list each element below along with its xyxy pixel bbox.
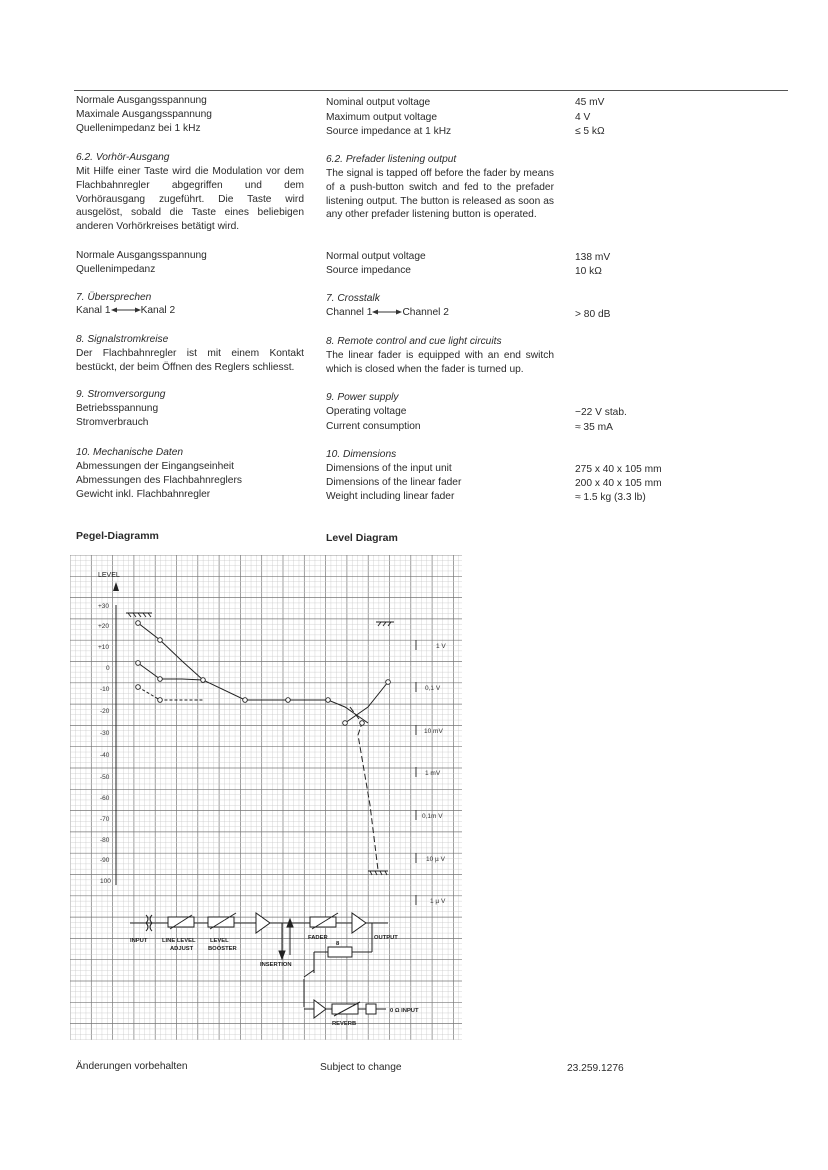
block1-en-1: Nominal output voltage	[326, 97, 431, 108]
block2-de-1: Normale Ausgangsspannung	[76, 250, 207, 261]
level-diagram	[70, 555, 470, 1045]
s9-en-title: 9. Power supply	[326, 392, 399, 403]
label-input0: 0 Ω INPUT	[390, 1008, 419, 1014]
s10-de-1: Abmessungen der Eingangseinheit	[76, 461, 235, 472]
block2-val-1: 138 mV	[575, 252, 611, 263]
block1-val-2: 4 V	[575, 112, 591, 123]
block2-de-2: Quellenimpedanz	[76, 264, 156, 275]
voltage-labels	[416, 640, 446, 905]
curve-point	[136, 621, 141, 626]
footer-en: Subject to change	[320, 1062, 402, 1073]
insertion-out-arrow-icon	[279, 951, 285, 959]
hatch-marks	[126, 613, 394, 875]
s10-en-1: Dimensions of the input unit	[326, 463, 452, 474]
level-tick: +30	[98, 603, 110, 610]
level-tick: -80	[100, 837, 110, 844]
resistor-8	[328, 947, 352, 957]
s62-de-title: 6.2. Vorhör-Ausgang	[76, 152, 170, 163]
label-output: OUTPUT	[374, 935, 398, 941]
label-reverb: REVERB	[332, 1021, 357, 1027]
diagram-title-de: Pegel-Diagramm	[76, 530, 159, 542]
block1-de-1: Normale Ausgangsspannung	[76, 95, 207, 106]
curve-point	[158, 638, 163, 643]
s10-de-3: Gewicht inkl. Flachbahnregler	[76, 489, 211, 500]
s10-val-3: ≈ 1.5 kg (3.3 lb)	[575, 492, 646, 503]
hatch-icon	[378, 622, 391, 626]
label-line-level: LINE LEVEL	[162, 938, 196, 944]
level-tick: -60	[100, 795, 110, 802]
label-adjust: ADJUST	[170, 946, 194, 952]
s10-en-3: Weight including linear fader	[326, 491, 455, 502]
reverb-amp-icon	[314, 1000, 326, 1018]
s62-de-text: Mit Hilfe einer Taste wird die Modulation vor dem Flachbahnregler abgegriffen und dem Vorhörausgang zugeführt. Die Taste wird ausgelöst, sobald die Taste eines beliebigen anderen Vorhörkreises betätigt wird.	[76, 166, 304, 233]
s9-de-1: Betriebsspannung	[76, 403, 159, 414]
voltage-label: 10 µ V	[426, 856, 445, 863]
block1-de-3: Quellenimpedanz bei 1 kHz	[76, 123, 201, 134]
label-insertion: INSERTION	[260, 962, 292, 968]
s8-de-text: Der Flachbahnregler ist mit einem Kontakt bestückt, der beim Öffnen des Reglers schliesst.	[76, 348, 304, 373]
label-booster: BOOSTER	[208, 946, 237, 952]
level-tick: -70	[100, 816, 110, 823]
block1-val-1: 45 mV	[575, 97, 605, 108]
block2-en-1: Normal output voltage	[326, 251, 426, 262]
level-tick: -20	[100, 708, 110, 715]
s7-de-b: Kanal 2	[140, 305, 176, 316]
level-tick: -40	[100, 752, 110, 759]
s10-val-1: 275 x 40 x 105 mm	[575, 464, 662, 475]
reverb-output	[366, 1004, 376, 1014]
axis-label: LEVEL	[98, 572, 120, 579]
s9-val-1: −22 V stab.	[575, 407, 627, 418]
s9-en-1: Operating voltage	[326, 406, 407, 417]
s7-de-line	[76, 304, 175, 318]
level-tick: +20	[98, 623, 110, 630]
level-tick: -10	[100, 686, 110, 693]
voltage-label: 1 µ V	[430, 898, 446, 905]
s10-de-title: 10. Mechanische Daten	[76, 447, 184, 458]
level-tick: 100	[100, 878, 111, 885]
curve-top	[138, 623, 368, 723]
amplifier-2-icon	[352, 913, 366, 933]
curve-point	[158, 677, 163, 682]
curve-point	[136, 661, 141, 666]
s9-val-2: ≈ 35 mA	[575, 422, 613, 433]
footer-de: Änderungen vorbehalten	[76, 1061, 188, 1072]
s7-de-a: Kanal 1	[76, 305, 111, 316]
s7-val: > 80 dB	[575, 309, 611, 320]
s10-de-2: Abmessungen des Flachbahnreglers	[76, 475, 242, 486]
s7-de-title: 7. Übersprechen	[76, 292, 152, 303]
diagram-title-en: Level Diagram	[326, 532, 398, 544]
block1-de-2: Maximale Ausgangsspannung	[76, 109, 212, 120]
curve-point	[201, 678, 206, 683]
s62-en-text: The signal is tapped off before the fader by means of a push-button switch and fed to the prefader listening output. The button is released as soon as any other prefader listening button is operated.	[326, 168, 554, 221]
s9-de-title: 9. Stromversorgung	[76, 389, 166, 400]
s62-en-title: 6.2. Prefader listening output	[326, 154, 457, 165]
curve-point	[343, 721, 348, 726]
voltage-label: 1 V	[436, 643, 446, 650]
block1-en-2: Maximum output voltage	[326, 112, 437, 123]
curve-drop	[350, 707, 378, 870]
s10-en-2: Dimensions of the linear fader	[326, 477, 462, 488]
curve-point	[136, 685, 141, 690]
level-tick: -50	[100, 774, 110, 781]
voltage-label: 0,1 V	[425, 685, 441, 692]
level-ticks	[98, 603, 111, 885]
block2-en-2: Source impedance	[326, 265, 411, 276]
s9-de-2: Stromverbrauch	[76, 417, 149, 428]
curve-point	[286, 698, 291, 703]
label-input: INPUT	[130, 938, 148, 944]
s7-en-a: Channel 1	[326, 307, 373, 318]
curve-point	[158, 698, 163, 703]
s9-en-2: Current consumption	[326, 421, 421, 432]
curve-point	[243, 698, 248, 703]
s10-en-title: 10. Dimensions	[326, 449, 397, 460]
level-tick: 0	[106, 665, 110, 672]
s8-en-text: The linear fader is equipped with an end switch which is closed when the fader is turned up.	[326, 350, 554, 375]
label-fader: FADER	[308, 935, 328, 941]
block2-val-2: 10 kΩ	[575, 266, 602, 277]
double-arrow-icon	[372, 308, 402, 316]
curve-point	[386, 680, 391, 685]
top-rule	[74, 90, 788, 91]
curve-point	[360, 721, 365, 726]
block1-en-3: Source impedance at 1 kHz	[326, 126, 452, 137]
level-tick: -90	[100, 857, 110, 864]
amplifier-1-icon	[256, 913, 270, 933]
voltage-label: 0,1m V	[422, 813, 443, 820]
block1-val-3: ≤ 5 kΩ	[575, 126, 605, 137]
s10-val-2: 200 x 40 x 105 mm	[575, 478, 662, 489]
s8-en-title: 8. Remote control and cue light circuits	[326, 336, 502, 347]
curve-point	[326, 698, 331, 703]
label-r8: 8	[336, 941, 340, 947]
s7-en-b: Channel 2	[402, 307, 449, 318]
double-arrow-icon	[111, 306, 141, 314]
level-tick: +10	[98, 644, 110, 651]
voltage-label: 10 mV	[424, 728, 443, 735]
s7-en-title: 7. Crosstalk	[326, 293, 380, 304]
s8-de-title: 8. Signalstromkreise	[76, 334, 169, 345]
s7-en-line	[326, 306, 449, 320]
level-tick: -30	[100, 730, 110, 737]
footer-code: 23.259.1276	[567, 1063, 624, 1074]
voltage-label: 1 mV	[425, 770, 441, 777]
label-level: LEVEL	[210, 938, 229, 944]
